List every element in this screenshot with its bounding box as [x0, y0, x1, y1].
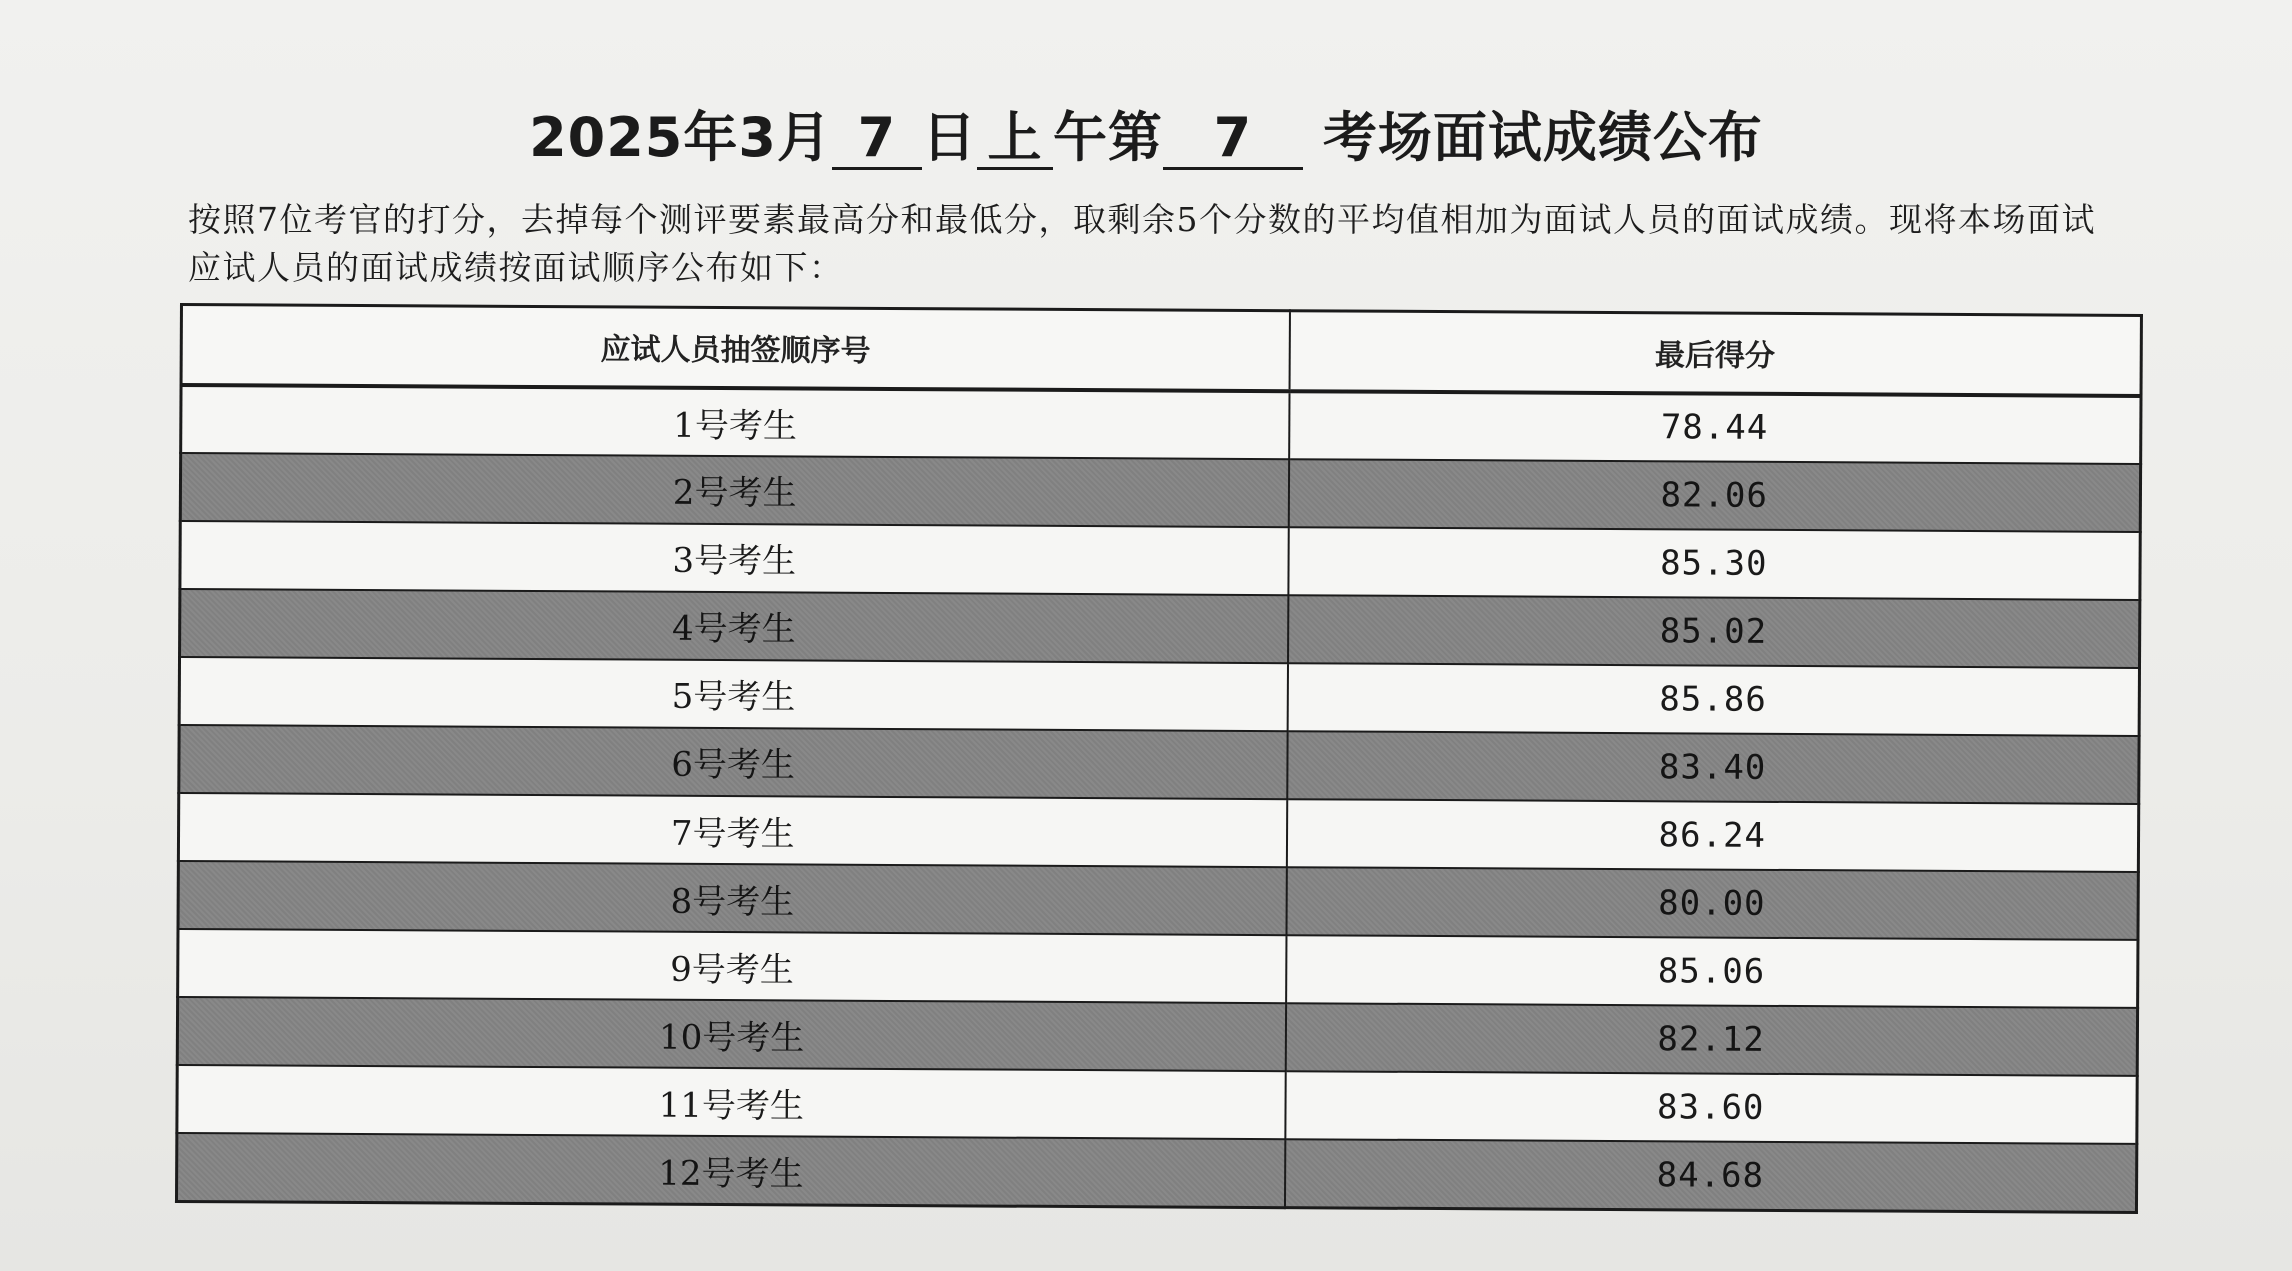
title-period: 上: [977, 110, 1053, 170]
header-candidate-order: 应试人员抽签顺序号: [181, 305, 1289, 391]
candidate-cell: 6号考生: [179, 725, 1287, 799]
table-row: [178, 929, 2138, 1008]
score-cell: 78.44: [1289, 391, 2141, 464]
intro-paragraph: 按照7位考官的打分，去掉每个测评要素最高分和最低分，取剩余5个分数的平均值相加为面试人员的面试成绩。现将本场面试应试人员的面试成绩按面试顺序公布如下：: [188, 200, 2096, 287]
score-cell: 85.86: [1287, 663, 2139, 736]
candidate-cell: 12号考生: [176, 1133, 1284, 1207]
title-period-suffix: 午第: [1052, 106, 1163, 169]
table-row: [177, 997, 2137, 1076]
scores-table: [175, 303, 2143, 1214]
candidate-cell: 5号考生: [179, 657, 1287, 731]
table-row: [180, 521, 2140, 600]
title-year-month: 2025年3月: [529, 106, 832, 169]
score-cell: 82.12: [1285, 1003, 2137, 1076]
score-cell: 85.02: [1288, 595, 2140, 668]
candidate-cell: 1号考生: [181, 385, 1289, 459]
table-row: [178, 793, 2138, 872]
score-cell: 85.06: [1286, 935, 2138, 1008]
candidate-cell: 4号考生: [180, 589, 1288, 663]
table-row: [180, 453, 2140, 532]
score-cell: 86.24: [1286, 799, 2138, 872]
header-final-score: 最后得分: [1289, 311, 2141, 396]
candidate-cell: 11号考生: [177, 1065, 1285, 1139]
title-day-suffix: 日: [921, 106, 977, 169]
title-room: 7: [1163, 110, 1303, 170]
candidate-cell: 8号考生: [178, 861, 1286, 935]
candidate-cell: 9号考生: [178, 929, 1286, 1003]
candidate-cell: 3号考生: [180, 521, 1288, 595]
score-cell: 82.06: [1288, 459, 2140, 532]
candidate-cell: 10号考生: [177, 997, 1285, 1071]
table-row: [177, 1065, 2137, 1144]
score-cell: 85.30: [1288, 527, 2140, 600]
score-cell: 84.68: [1284, 1140, 2136, 1213]
candidate-cell: 2号考生: [180, 453, 1288, 527]
title-room-suffix: 考场面试成绩公布: [1322, 106, 1763, 169]
candidate-cell: 7号考生: [178, 793, 1286, 867]
title-day: 7: [832, 110, 922, 170]
score-cell: 80.00: [1286, 867, 2138, 940]
table-row: [178, 861, 2138, 940]
table-row: [181, 385, 2141, 464]
scores-table-wrap: [175, 303, 2140, 1214]
score-cell: 83.40: [1287, 731, 2139, 804]
table-row: [179, 725, 2139, 804]
score-cell: 83.60: [1285, 1071, 2137, 1144]
table-row: [179, 657, 2139, 736]
page-title: [0, 95, 2292, 172]
table-header-row: [181, 305, 2141, 396]
table-row: [180, 589, 2140, 668]
table-row: [176, 1133, 2136, 1212]
